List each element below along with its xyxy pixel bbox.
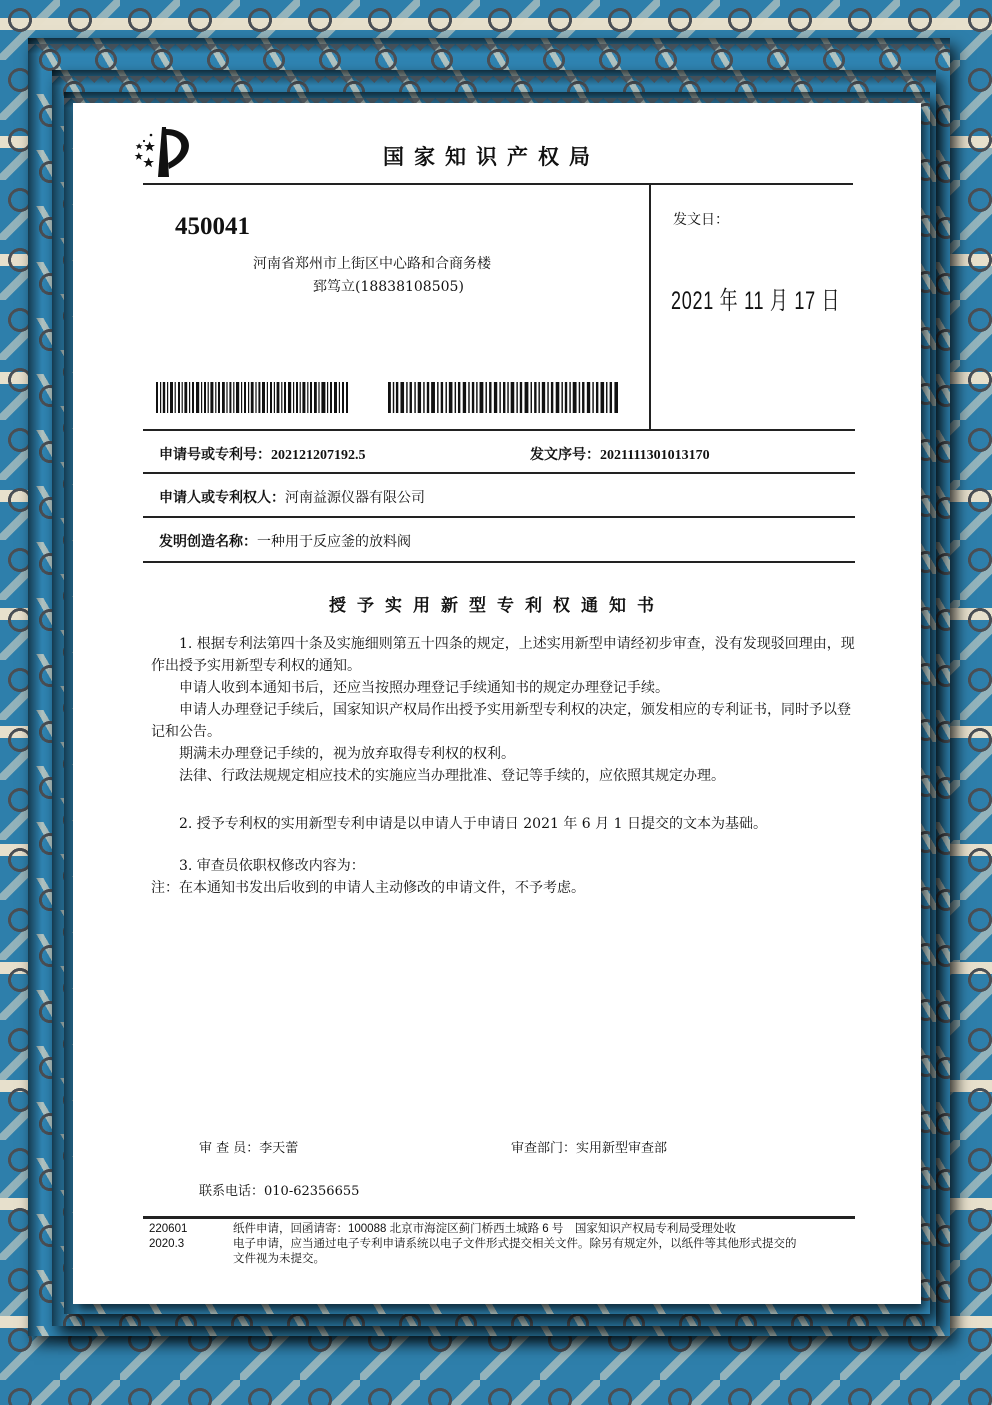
examiner-name: 李天蕾 bbox=[259, 1141, 299, 1156]
phone-number: 010-62356655 bbox=[264, 1184, 360, 1199]
department-label: 审查部门： bbox=[511, 1141, 577, 1156]
department bbox=[511, 1137, 667, 1156]
postcode: 450041 bbox=[175, 213, 250, 240]
notice-item-3-text: 3. 审查员依职权修改内容为： bbox=[179, 858, 365, 874]
invention-name-label: 发明创造名称： bbox=[159, 534, 257, 550]
divider bbox=[143, 429, 855, 431]
notice-paragraph: 期满未办理登记手续的，视为放弃取得专利权的权利。 bbox=[179, 746, 515, 762]
notice-paragraph: 1. 根据专利法第四十条及实施细则第五十四条的规定，上述实用新型申请经初步审查，没有发现驳回理由，现作出授予实用新型专利权的通知。 bbox=[151, 636, 855, 674]
serial-number-label: 发文序号： bbox=[530, 447, 600, 463]
mailing-address: 河南省郑州市上街区中心路和合商务楼 bbox=[253, 256, 491, 272]
patent-notice-document bbox=[73, 103, 921, 1304]
invention-name: 一种用于反应釜的放料阀 bbox=[257, 534, 411, 550]
divider bbox=[143, 516, 855, 518]
form-code-number: 220601 bbox=[149, 1223, 188, 1235]
footer-divider bbox=[143, 1216, 855, 1219]
serial-number: 2021111301013170 bbox=[600, 448, 710, 463]
notice-paragraph: 法律、行政法规规定相应技术的实施应当办理批准、登记等手续的，应依照其规定办理。 bbox=[179, 768, 725, 784]
application-number: 202121207192.5 bbox=[271, 448, 366, 463]
dispatch-date: 2021 年 11 月 17 日 bbox=[671, 287, 841, 315]
examiner bbox=[199, 1137, 298, 1156]
department-name: 实用新型审查部 bbox=[576, 1141, 668, 1156]
divider bbox=[143, 472, 855, 474]
form-version: 2020.3 bbox=[149, 1238, 185, 1250]
application-number-field bbox=[159, 444, 366, 464]
applicant-field bbox=[159, 487, 425, 507]
notice-title: 授予实用新型专利权通知书 bbox=[329, 596, 665, 616]
contact-phone bbox=[199, 1180, 359, 1199]
notice-paragraph: 申请人收到本通知书后，还应当按照办理登记手续通知书的规定办理登记手续。 bbox=[179, 680, 669, 696]
form-code bbox=[149, 1222, 187, 1252]
cnipa-logo-icon bbox=[133, 125, 203, 181]
invention-name-field bbox=[159, 531, 411, 551]
footer-line: 文件视为未提交。 bbox=[233, 1253, 325, 1265]
header-divider bbox=[143, 183, 853, 185]
notice-item-3 bbox=[151, 855, 861, 899]
notice-body bbox=[151, 633, 861, 787]
footer-instructions bbox=[233, 1222, 863, 1267]
barcode-icon bbox=[156, 382, 348, 413]
phone-label: 联系电话： bbox=[199, 1184, 265, 1199]
dispatch-date-label: 发文日： bbox=[673, 212, 729, 228]
serial-number-field bbox=[530, 444, 710, 464]
examiner-label: 审 查 员： bbox=[199, 1141, 260, 1156]
applicant: 河南益源仪器有限公司 bbox=[285, 490, 425, 506]
recipient: 郅笃立(18838108505) bbox=[313, 279, 464, 295]
barcode-icon bbox=[388, 382, 618, 413]
footer-line: 纸件申请，回函请寄：100088 北京市海淀区蓟门桥西土城路 6 号 国家知识产权局专利局受理处收 bbox=[233, 1223, 736, 1235]
footer-line: 电子申请，应当通过电子专利申请系统以电子文件形式提交相关文件。除另有规定外，以纸件等其他形式提交的 bbox=[233, 1238, 797, 1250]
notice-item-2-text: 2. 授予专利权的实用新型专利申请是以申请人于申请日 2021 年 6 月 1 日提交的文本为基础。 bbox=[179, 816, 767, 832]
notice-paragraph: 申请人办理登记手续后，国家知识产权局作出授予实用新型专利权的决定，颁发相应的专利证书，同时予以登记和公告。 bbox=[151, 702, 851, 740]
divider bbox=[143, 561, 855, 563]
agency-title: 国家知识产权局 bbox=[383, 145, 600, 169]
applicant-label: 申请人或专利权人： bbox=[159, 490, 285, 506]
date-box-divider bbox=[649, 185, 651, 429]
notice-item-2 bbox=[151, 813, 861, 835]
notice-note: 注：在本通知书发出后收到的申请人主动修改的申请文件，不予考虑。 bbox=[151, 880, 585, 896]
application-number-label: 申请号或专利号： bbox=[159, 447, 271, 463]
